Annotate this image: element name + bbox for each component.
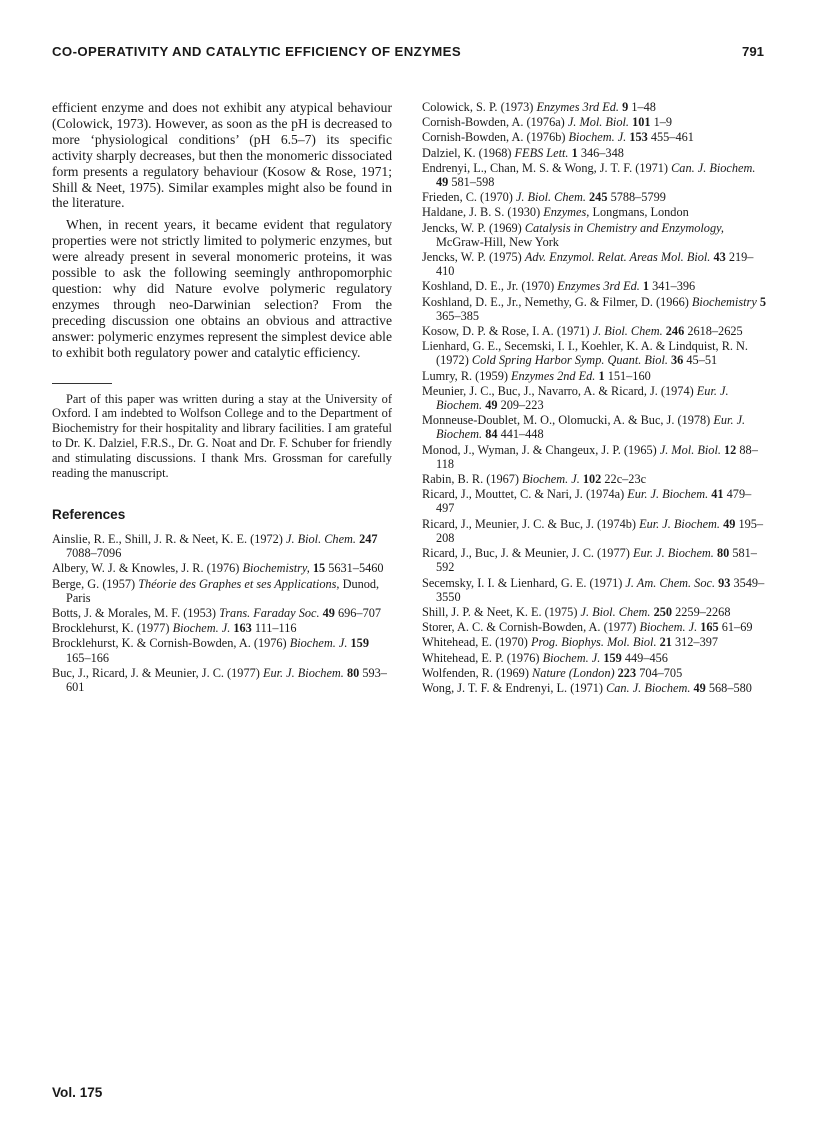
reference-entry <box>422 369 767 383</box>
reference-source: Eur. J. Biochem. <box>639 516 721 531</box>
reference-entry <box>422 190 767 204</box>
reference-volume: 93 <box>718 575 731 590</box>
reference-authors: Jencks, W. P. (1969) <box>422 220 522 235</box>
reference-source: Enzymes, <box>543 205 590 220</box>
reference-volume: 84 <box>485 427 498 442</box>
reference-entry <box>422 517 767 545</box>
reference-source: Biochem. J. <box>172 621 231 636</box>
reference-pages: 1–9 <box>653 115 673 130</box>
reference-source: Théorie des Graphes et ses Applications, <box>138 576 340 591</box>
reference-volume: 247 <box>359 531 378 546</box>
reference-authors: Whitehead, E. (1970) <box>422 635 528 650</box>
reference-authors: Frieden, C. (1970) <box>422 190 513 205</box>
reference-volume: 159 <box>350 636 369 651</box>
reference-source: J. Biol. Chem. <box>515 190 586 205</box>
reference-authors: Endrenyi, L., Chan, M. S. & Wong, J. T. F. (1971) <box>422 160 669 175</box>
reference-volume: 21 <box>659 635 672 650</box>
reference-entry <box>422 681 767 695</box>
reference-source: Catalysis in Chemistry and Enzymology, <box>524 220 724 235</box>
reference-entry <box>422 651 767 665</box>
reference-pages: 568–580 <box>708 680 752 695</box>
reference-authors: Ainslie, R. E., Shill, J. R. & Neet, K. E. (1972) <box>52 531 283 546</box>
reference-authors: Cornish-Bowden, A. (1976b) <box>422 130 566 145</box>
reference-authors: Buc, J., Ricard, J. & Meunier, J. C. (1977) <box>52 665 260 680</box>
reference-source: Adv. Enzymol. Relat. Areas Mol. Biol. <box>524 250 711 265</box>
reference-pages: 45–51 <box>686 353 718 368</box>
reference-pages: 151–160 <box>607 368 651 383</box>
volume-label: Vol. 175 <box>52 1085 103 1100</box>
reference-entry <box>422 100 767 114</box>
reference-entry <box>422 620 767 634</box>
page-number: 791 <box>741 44 764 59</box>
reference-source: J. Biol. Chem. <box>580 604 651 619</box>
reference-entry <box>422 443 767 471</box>
reference-authors: Storer, A. C. & Cornish-Bowden, A. (1977) <box>422 620 637 635</box>
reference-volume: 49 <box>723 516 736 531</box>
reference-authors: Whitehead, E. P. (1976) <box>422 650 540 665</box>
reference-source: Prog. Biophys. Mol. Biol. <box>530 635 657 650</box>
reference-pages: Dunod, Paris <box>66 576 380 605</box>
reference-authors: Ricard, J., Buc, J. & Meunier, J. C. (1977) <box>422 546 630 561</box>
reference-pages: 195–208 <box>436 516 764 545</box>
reference-volume: 49 <box>322 605 335 620</box>
reference-volume: 1 <box>571 145 578 160</box>
acknowledgement: Part of this paper was written during a stay at the University of Oxford. I am indebted to Wolfson College and to the Department of Biochemistry for their hospitality and library facilities. I am grateful to Dr. K. Dalziel, F.R.S., Dr. G. Noat and Dr. F. Schuber for friendly and stimulating discussions. I thank Mrs. Grossman for carefully reading the manuscript. <box>52 391 392 481</box>
reference-volume: 1 <box>598 368 605 383</box>
reference-entry <box>422 250 767 278</box>
reference-entry <box>422 635 767 649</box>
reference-authors: Koshland, D. E., Jr. (1970) <box>422 279 555 294</box>
reference-volume: 246 <box>665 324 685 339</box>
reference-volume: 165 <box>700 620 719 635</box>
reference-entry <box>422 339 767 367</box>
reference-source: Biochem. J. <box>289 636 348 651</box>
reference-entry <box>422 221 767 249</box>
reference-volume: 153 <box>629 130 648 145</box>
reference-entry <box>422 161 767 189</box>
reference-source: Biochem. J. <box>639 620 698 635</box>
reference-pages: 341–396 <box>652 279 696 294</box>
reference-authors: Cornish-Bowden, A. (1976a) <box>422 115 565 130</box>
reference-volume: 9 <box>622 100 629 114</box>
reference-volume: 101 <box>632 115 651 130</box>
reference-volume: 223 <box>617 665 637 680</box>
reference-authors: Koshland, D. E., Jr., Nemethy, G. & Filmer, D. (1966) <box>422 294 689 309</box>
reference-source: Biochemistry <box>691 294 757 309</box>
reference-source: Enzymes 3rd Ed. <box>557 279 640 294</box>
reference-pages: 22c–23c <box>604 472 647 487</box>
reference-authors: Brocklehurst, K. (1977) <box>52 621 170 636</box>
reference-pages: McGraw-Hill, New York <box>436 234 559 249</box>
reference-entry <box>422 487 767 515</box>
reference-source: Biochem. J. <box>522 472 580 487</box>
reference-volume: 43 <box>713 250 726 265</box>
reference-volume: 245 <box>589 190 608 205</box>
reference-pages: 5631–5460 <box>328 561 384 576</box>
reference-source: Eur. J. Biochem. <box>436 383 729 413</box>
reference-volume: 163 <box>233 621 252 636</box>
reference-volume: 49 <box>693 680 706 695</box>
reference-source: J. Am. Chem. Soc. <box>625 575 716 590</box>
reference-source: Can. J. Biochem. <box>606 680 691 695</box>
reference-authors: Shill, J. P. & Neet, K. E. (1975) <box>422 604 578 619</box>
left-column <box>52 100 392 695</box>
reference-source: Enzymes 3rd Ed. <box>536 100 619 114</box>
reference-volume: 15 <box>312 561 326 576</box>
reference-entry <box>422 146 767 160</box>
running-title: CO-OPERATIVITY AND CATALYTIC EFFICIENCY OF ENZYMES <box>52 44 462 59</box>
reference-entry <box>52 577 392 605</box>
reference-source: Trans. Faraday Soc. <box>219 605 320 620</box>
reference-pages: 704–705 <box>639 665 683 680</box>
reference-entry <box>422 605 767 619</box>
reference-source: J. Biol. Chem. <box>592 324 663 339</box>
reference-volume: 80 <box>346 665 360 680</box>
reference-authors: Colowick, S. P. (1973) <box>422 100 534 114</box>
reference-volume: 12 <box>724 442 737 457</box>
reference-entry <box>422 666 767 680</box>
reference-entry <box>52 666 392 694</box>
body-paragraph: When, in recent years, it became evident that regulatory properties were not strictly limited to polymeric enzymes, but were already present in several monomeric proteins, it was possible to ask the following seemingly anthropomorphic question: why did Nature evolve polymeric regulatory enzymes through neo-Darwinian selection? From the preceding discussion one obtains an obvious and attractive answer: polymeric enzymes represent the simplest device able to exhibit both regulatory power and catalytic efficiency. <box>52 217 392 360</box>
reference-source: Biochem. J. <box>568 130 627 145</box>
reference-pages: 1–48 <box>631 100 656 114</box>
right-column <box>422 100 767 696</box>
reference-authors: Botts, J. & Morales, M. F. (1953) <box>52 605 217 620</box>
reference-source: J. Biol. Chem. <box>285 531 356 546</box>
reference-entry <box>52 532 392 560</box>
reference-entry <box>422 472 767 486</box>
reference-authors: Brocklehurst, K. & Cornish-Bowden, A. (1976) <box>52 636 287 651</box>
reference-entry <box>422 115 767 129</box>
reference-entry <box>422 413 767 441</box>
reference-entry <box>52 621 392 635</box>
reference-pages: 455–461 <box>650 130 694 145</box>
reference-source: Eur. J. Biochem. <box>632 546 714 561</box>
reference-volume: 159 <box>603 650 622 665</box>
reference-pages: 365–385 <box>436 308 480 323</box>
reference-authors: Kosow, D. P. & Rose, I. A. (1971) <box>422 324 590 339</box>
reference-source: J. Mol. Biol. <box>567 115 629 130</box>
reference-entry <box>422 546 767 574</box>
reference-source: Enzymes 2nd Ed. <box>511 368 596 383</box>
reference-pages: 346–348 <box>580 145 624 160</box>
body-paragraph: efficient enzyme and does not exhibit any atypical behaviour (Colowick, 1973). However, as soon as the pH is decreased to more ‘physiological conditions’ (pH 6.5–7) its specific activity sharply decreases, but then the monomeric dissociated form presents a regulatory behaviour (Kosow & Rose, 1971; Shill & Neet, 1975). Similar examples might also be found in the literature. <box>52 100 392 211</box>
reference-pages: 449–456 <box>624 650 668 665</box>
reference-pages: 696–707 <box>337 605 382 620</box>
reference-source: Biochem. J. <box>542 650 601 665</box>
reference-pages: 593–601 <box>66 665 387 694</box>
reference-volume: 5 <box>759 294 767 309</box>
reference-pages: 2259–2268 <box>675 604 731 619</box>
reference-entry <box>422 576 767 604</box>
reference-authors: Lumry, R. (1959) <box>422 368 508 383</box>
reference-authors: Jencks, W. P. (1975) <box>422 250 522 265</box>
reference-pages: 2618–2625 <box>687 324 743 339</box>
reference-authors: Meunier, J. C., Buc, J., Navarro, A. & Ricard, J. (1974) <box>422 383 694 398</box>
running-header <box>52 44 764 64</box>
reference-pages: 581–592 <box>436 546 757 575</box>
reference-source: Biochemistry, <box>242 561 310 576</box>
reference-volume: 80 <box>716 546 730 561</box>
reference-source: Cold Spring Harbor Symp. Quant. Biol. <box>471 353 668 368</box>
reference-authors: Wong, J. T. F. & Endrenyi, L. (1971) <box>422 680 603 695</box>
reference-authors: Dalziel, K. (1968) <box>422 145 512 160</box>
reference-pages: 165–166 <box>66 650 110 665</box>
reference-pages: 61–69 <box>721 620 753 635</box>
reference-volume: 102 <box>582 472 602 487</box>
reference-volume: 36 <box>671 353 684 368</box>
reference-entry <box>422 130 767 144</box>
reference-volume: 49 <box>436 175 449 190</box>
reference-pages: 111–116 <box>254 621 297 636</box>
reference-authors: Lienhard, G. E., Secemski, I. I., Koehler, K. A. & Lindquist, R. N. (1972) <box>422 339 749 368</box>
reference-entry <box>52 561 392 575</box>
reference-pages: 88–118 <box>436 442 758 471</box>
reference-list-right <box>422 100 767 695</box>
reference-list-left <box>52 532 392 694</box>
reference-source: Nature (London) <box>532 665 615 680</box>
reference-entry <box>422 384 767 412</box>
reference-source: Eur. J. Biochem. <box>436 413 746 442</box>
reference-entry <box>422 205 767 219</box>
reference-entry <box>52 636 392 664</box>
section-divider <box>52 383 112 384</box>
reference-authors: Albery, W. J. & Knowles, J. R. (1976) <box>52 561 240 576</box>
reference-pages: 7088–7096 <box>66 546 122 561</box>
reference-pages: 219–410 <box>436 250 754 279</box>
reference-pages: 441–448 <box>500 427 544 442</box>
reference-pages: 581–598 <box>451 175 495 190</box>
reference-volume: 49 <box>485 398 498 413</box>
reference-authors: Monod, J., Wyman, J. & Changeux, J. P. (1965) <box>422 442 657 457</box>
reference-source: Eur. J. Biochem. <box>262 665 344 680</box>
reference-pages: 312–397 <box>674 635 719 650</box>
reference-authors: Secemsky, I. I. & Lienhard, G. E. (1971) <box>422 575 623 590</box>
reference-authors: Monneuse-Doublet, M. O., Olomucki, A. & Buc, J. (1978) <box>422 413 711 428</box>
reference-volume: 1 <box>642 279 650 294</box>
reference-pages: 209–223 <box>500 398 544 413</box>
reference-authors: Berge, G. (1957) <box>52 576 136 591</box>
references-heading: References <box>52 506 126 522</box>
reference-authors: Haldane, J. B. S. (1930) <box>422 205 541 220</box>
reference-authors: Ricard, J., Meunier, J. C. & Buc, J. (1974b) <box>422 516 636 531</box>
reference-volume: 41 <box>711 487 724 502</box>
reference-pages: 5788–5799 <box>610 190 666 205</box>
reference-entry <box>422 295 767 323</box>
reference-volume: 250 <box>653 604 673 619</box>
reference-pages: Longmans, London <box>592 205 689 220</box>
reference-source: FEBS Lett. <box>514 145 569 160</box>
reference-authors: Ricard, J., Mouttet, C. & Nari, J. (1974a) <box>422 487 625 502</box>
reference-entry <box>422 279 767 293</box>
reference-source: J. Mol. Biol. <box>659 442 721 457</box>
reference-entry <box>422 324 767 338</box>
reference-pages: 3549–3550 <box>436 575 765 604</box>
reference-entry <box>52 606 392 620</box>
reference-pages: 479–497 <box>436 487 752 516</box>
reference-source: Eur. J. Biochem. <box>627 487 709 502</box>
reference-source: Can. J. Biochem. <box>671 160 756 175</box>
reference-authors: Rabin, B. R. (1967) <box>422 472 520 487</box>
reference-authors: Wolfenden, R. (1969) <box>422 665 529 680</box>
